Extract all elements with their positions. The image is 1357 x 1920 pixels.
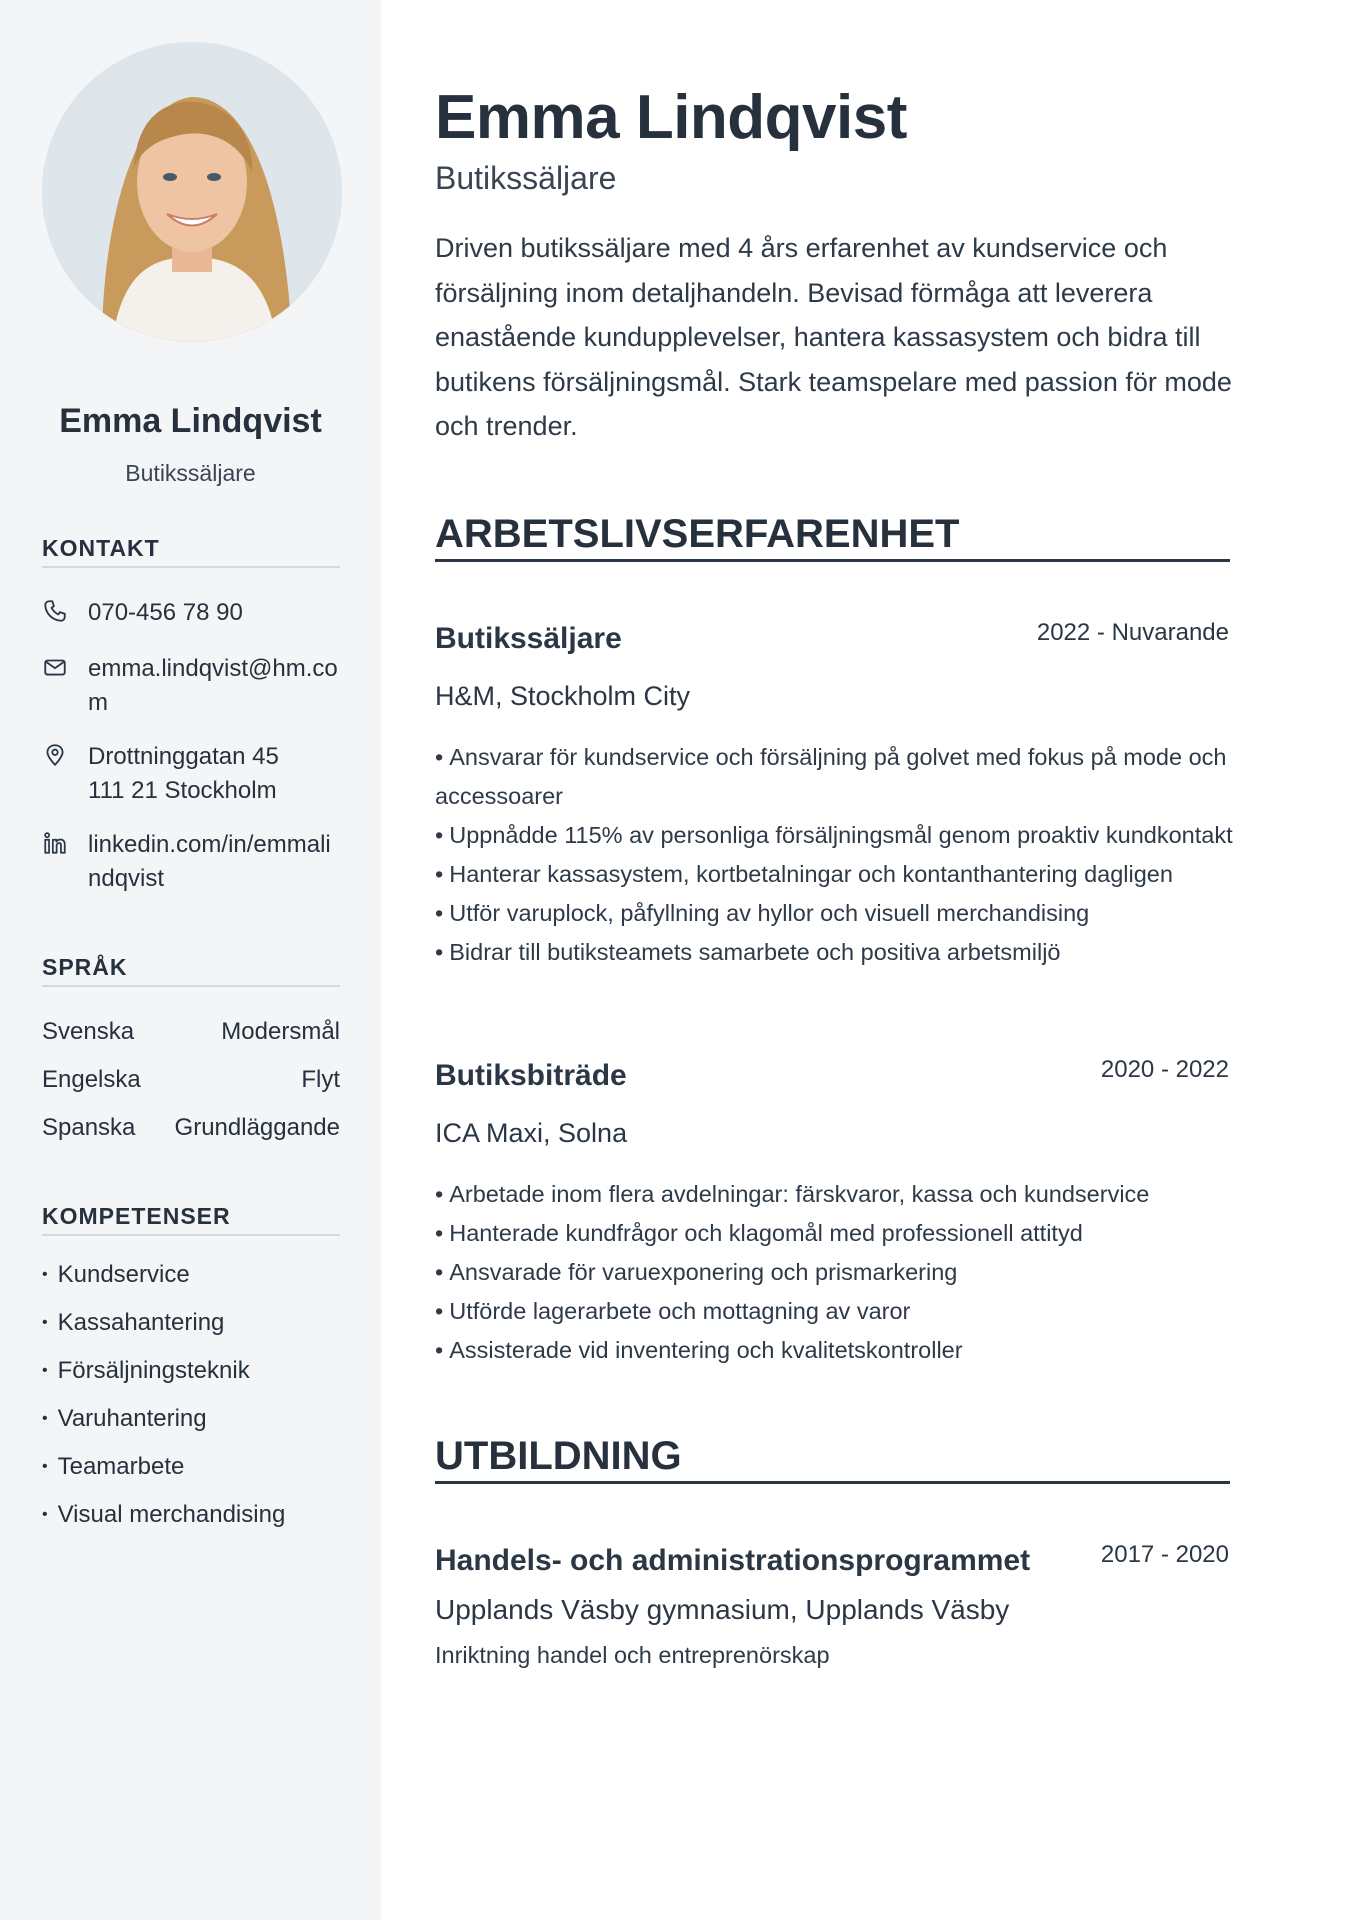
language-level: Grundläggande (174, 1114, 340, 1141)
list-item: • Utför varuplock, påfyllning av hyllor och visuell merchandising (435, 894, 1235, 933)
experience-heading: ARBETSLIVSERFARENHET (435, 512, 1230, 562)
email-icon (42, 654, 68, 680)
education-note: Inriktning handel och entreprenörskap (435, 1642, 830, 1668)
profile-summary: Driven butikssäljare med 4 års erfarenhet av kundservice och försäljning inom detaljhandeln. Bevisad förmåga att leverera enastående kundupplevelser, hantera kassasystem och bidra till butikens försäljningsmål. Stark teamspelare med passion för mode och trender. (435, 233, 1232, 441)
list-item: • Hanterar kassasystem, kortbetalningar och kontanthantering dagligen (435, 855, 1235, 894)
contact-linkedin[interactable] (42, 828, 342, 896)
sidebar-title: Butikssäljare (125, 460, 256, 486)
list-item: • Arbetade inom flera avdelningar: färskvaror, kassa och kundservice (435, 1175, 1235, 1214)
linkedin-icon (42, 830, 68, 856)
education-period: 2017 - 2020 (1100, 1541, 1229, 1568)
contact-phone[interactable] (42, 596, 342, 630)
language-row (42, 1018, 340, 1046)
education-program: Handels- och administrationsprogrammet (435, 1544, 1031, 1577)
skill-item: • Visual merchandising (42, 1501, 285, 1549)
language-row (42, 1066, 340, 1094)
list-item: • Uppnådde 115% av personliga försäljningsmål genom proaktiv kundkontakt (435, 816, 1235, 855)
job-period: 2022 - Nuvarande (1036, 619, 1229, 646)
phone-icon (42, 598, 68, 624)
language-name: Spanska (42, 1114, 136, 1141)
skill-item: • Kundservice (42, 1261, 285, 1309)
list-item: • Utförde lagerarbete och mottagning av varor (435, 1292, 1235, 1331)
profile-photo (42, 42, 342, 342)
page-title: Emma Lindqvist (435, 83, 907, 152)
contact-email[interactable] (42, 652, 342, 720)
skills-list (42, 1261, 285, 1549)
language-name: Engelska (42, 1066, 141, 1093)
contact-heading: KONTAKT (42, 535, 340, 568)
list-item: • Ansvarade för varuexponering och prismarkering (435, 1253, 1235, 1292)
language-level: Flyt (301, 1066, 340, 1093)
location-icon (42, 742, 68, 768)
email-text: emma.lindqvist@hm.com (88, 655, 338, 716)
skills-heading: KOMPETENSER (42, 1203, 340, 1236)
list-item: • Assisterade vid inventering och kvalitetskontroller (435, 1331, 1235, 1370)
skill-item: • Kassahantering (42, 1309, 285, 1357)
address-text: Drottninggatan 45 111 21 Stockholm (88, 743, 279, 804)
language-name: Svenska (42, 1018, 135, 1045)
language-level: Modersmål (221, 1018, 340, 1045)
list-item: • Hanterade kundfrågor och klagomål med professionell attityd (435, 1214, 1235, 1253)
phone-text: 070-456 78 90 (88, 599, 243, 626)
languages-heading: SPRÅK (42, 954, 340, 987)
job-bullets (435, 738, 1235, 972)
sidebar (0, 0, 381, 1920)
list-item: • Bidrar till butiksteamets samarbete och positiva arbetsmiljö (435, 933, 1235, 972)
job-title: Butiksbiträde (435, 1059, 627, 1092)
job-title: Butikssäljare (435, 622, 622, 655)
linkedin-text: linkedin.com/in/emmalindqvist (88, 831, 331, 892)
job-employer: ICA Maxi, Solna (435, 1118, 628, 1148)
education-school: Upplands Väsby gymnasium, Upplands Väsby (435, 1594, 1010, 1625)
skill-item: • Teamarbete (42, 1453, 285, 1501)
education-heading: UTBILDNING (435, 1434, 1230, 1484)
contact-address (42, 740, 342, 808)
job-period: 2020 - 2022 (1100, 1056, 1229, 1083)
skill-item: • Försäljningsteknik (42, 1357, 285, 1405)
language-row (42, 1114, 340, 1142)
list-item: • Ansvarar för kundservice och försäljning på golvet med fokus på mode och accessoarer (435, 738, 1235, 816)
sidebar-name: Emma Lindqvist (59, 402, 322, 440)
job-headline: Butikssäljare (435, 160, 617, 196)
job-employer: H&M, Stockholm City (435, 681, 691, 711)
skill-item: • Varuhantering (42, 1405, 285, 1453)
job-bullets (435, 1175, 1235, 1370)
